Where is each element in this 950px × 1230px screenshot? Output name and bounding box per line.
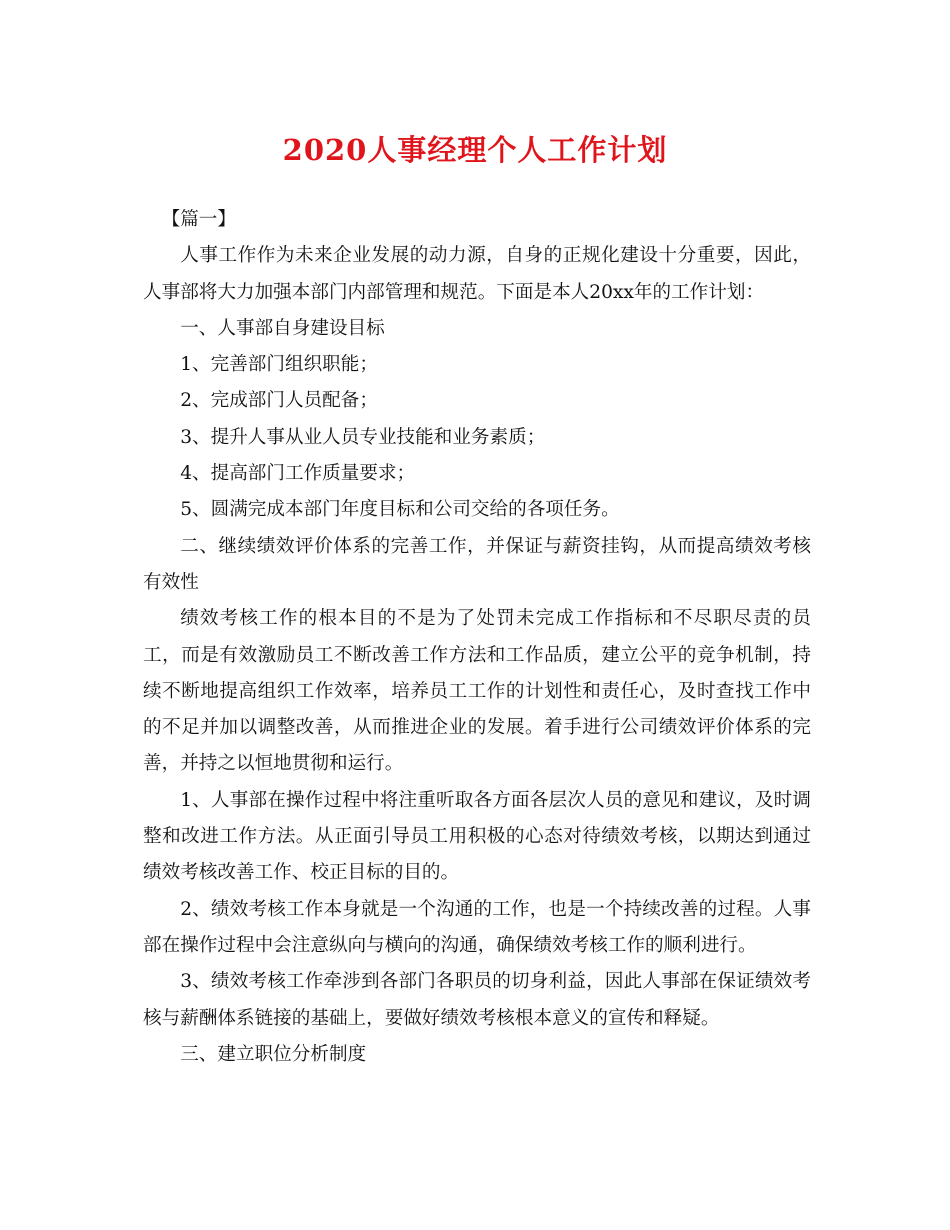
paragraph: 人事工作作为未来企业发展的动力源，自身的正规化建设十分重要，因此，人事部将大力加强本部门内部管理和规范。下面是本人20xx年的工作计划：	[143, 245, 811, 303]
list-item: 3、提升人事从业人员专业技能和业务素质；	[180, 426, 546, 448]
list-item: 2、完成部门人员配备；	[180, 390, 378, 412]
list-item: 5、圆满完成本部门年度目标和公司交给的各项任务。	[180, 499, 620, 521]
paragraph: 3、绩效考核工作牵涉到各部门各职员的切身利益，因此人事部在保证绩效考核与薪酬体系链接的基础上，要做好绩效考核根本意义的宣传和释疑。	[143, 971, 811, 1029]
paragraph: 2、绩效考核工作本身就是一个沟通的工作，也是一个持续改善的过程。人事部在操作过程中会注意纵向与横向的沟通，确保绩效考核工作的顺利进行。	[143, 898, 811, 956]
paragraph: 三、建立职位分析制度	[180, 1043, 367, 1065]
list-item: 1、完善部门组织职能；	[180, 354, 378, 376]
document-title: 2020人事经理个人工作计划	[282, 133, 668, 167]
paragraph: 二、继续绩效评价体系的完善工作，并保证与薪资挂钩，从而提高绩效考核有效性	[143, 535, 811, 593]
paragraph: 绩效考核工作的根本目的不是为了处罚未完成工作指标和不尽职尽责的员工，而是有效激励员工不断改善工作方法和工作品质，建立公平的竞争机制，持续不断地提高组织工作效率，培养员工工作的计划性和责任心，及时查找工作中的不足并加以调整改善，从而推进企业的发展。着手进行公司绩效评价体系的完善，并持之以恒地贯彻和运行。	[143, 608, 811, 775]
paragraph: 1、人事部在操作过程中将注重听取各方面各层次人员的意见和建议，及时调整和改进工作方法。从正面引导员工用积极的心态对待绩效考核，以期达到通过绩效考核改善工作、校正目标的目的。	[143, 789, 811, 884]
paragraph: 一、人事部自身建设目标	[180, 317, 385, 339]
section-heading: 【篇一】	[161, 209, 236, 230]
list-item: 4、提高部门工作质量要求；	[180, 463, 416, 485]
document-body	[143, 202, 811, 1073]
